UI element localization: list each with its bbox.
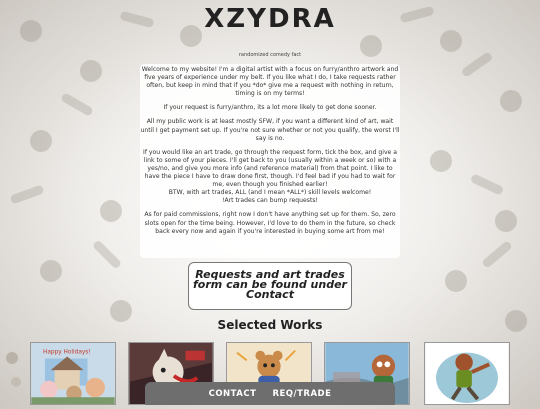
intro-paragraph-skill: BTW, with art trades, ALL (and I mean *ALL*) skill levels welcome! bbox=[168, 189, 372, 197]
bottom-nav bbox=[145, 382, 395, 405]
selected-works-title: Selected Works bbox=[217, 318, 323, 332]
request-form-callout[interactable]: Requests and art trades form can be found under Contact bbox=[188, 262, 352, 310]
intro-paragraph-welcome: Welcome to my website! I'm a digital artist with a focus on furry/anthro artwork and five years of experience under my belt. If you like what I do, I take requests rather often, but keep in mind that if you *do* give me a request with nothing in return, timing is on my terms! bbox=[141, 66, 399, 98]
site-title: XZYDRA bbox=[204, 4, 336, 34]
nav-link-req-trade[interactable]: REQ/TRADE bbox=[272, 388, 332, 399]
gallery-thumb-5[interactable] bbox=[424, 342, 510, 405]
intro-paragraph-bump: !Art trades can bump requests! bbox=[222, 197, 318, 205]
nav-link-contact[interactable]: CONTACT bbox=[208, 388, 257, 399]
intro-paragraph-furry: If your request is furry/anthro, its a lot more likely to get done sooner. bbox=[163, 104, 377, 112]
gallery-thumb-1-caption: Happy Holidays! bbox=[42, 349, 91, 356]
gallery-thumb-1[interactable] bbox=[30, 342, 116, 405]
intro-paragraph-sfw: All my public work is at least mostly SFW, if you want a different kind of art, wait until I get payment set up. If you're not sure whether or not you qualify, the worst I'll say is no. bbox=[140, 118, 400, 142]
comedy-fact: randomized comedy fact bbox=[238, 52, 302, 58]
intro-panel bbox=[140, 64, 400, 258]
intro-paragraph-trades: If you would like an art trade, go through the request form, tick the box, and give a link to some of your pieces. I'll get back to you (usually within a week or so) with a yes/no, and give you more info (and reference material) from that point. I like to have the piece I have to draw done first, though. I'd feel bad if you had to wait for me, even though you finished earlier! bbox=[143, 148, 397, 189]
intro-paragraph-commissions: As for paid commissions, right now I don't have anything set up for them. So, zero slots open for the time being. However, I'd love to do them in the future, so check back every now and again if you're interested in buying some art from me! bbox=[144, 211, 396, 235]
